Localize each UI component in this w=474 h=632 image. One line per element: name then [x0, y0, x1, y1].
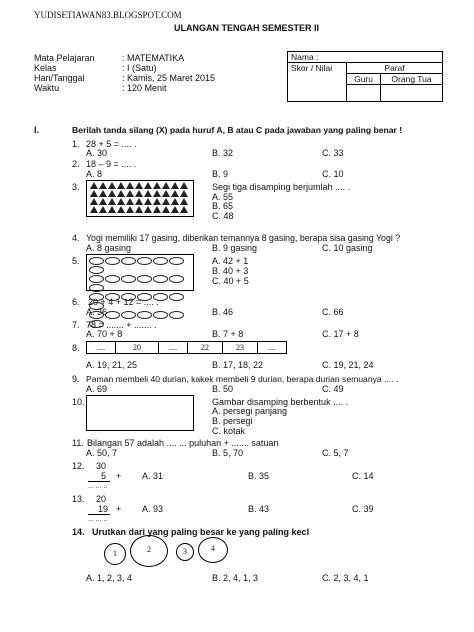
q14-option-c[interactable]: C. 2, 3, 4, 1 — [322, 573, 369, 583]
q7-number: 7. — [72, 320, 80, 330]
q1-question: 28 + 5 = .... . — [86, 139, 137, 149]
q2-option-b[interactable]: B. 9 — [212, 169, 229, 179]
q9-number: 9. — [72, 374, 80, 384]
q9-question: Paman membeli 40 durian, kakek membeli 9 durian, berapa durian semuanya .... . — [86, 374, 399, 384]
info-label-time: Waktu — [34, 83, 60, 93]
q12-option-c[interactable]: C. 14 — [352, 471, 374, 481]
q2-option-a[interactable]: A. 8 — [86, 169, 103, 179]
q9-option-b[interactable]: B. 50 — [212, 384, 234, 394]
score-label[interactable]: Skor / Nilai — [288, 63, 347, 102]
oval-grid — [86, 254, 194, 291]
triangle-grid — [86, 180, 194, 217]
q9-option-c[interactable]: C. 49 — [322, 384, 344, 394]
q14-option-b[interactable]: B. 2, 4, 1, 3 — [212, 573, 259, 583]
q1-option-c[interactable]: C. 33 — [322, 148, 344, 158]
q9-option-a[interactable]: A. 69 — [86, 384, 108, 394]
q3-option-a[interactable]: A. 55 — [212, 192, 234, 202]
guru-label: Guru — [347, 74, 381, 85]
q13-top-number: 20 — [96, 494, 107, 504]
info-label-class: Kelas — [34, 63, 57, 73]
q1-number: 1. — [72, 139, 80, 149]
q11-question: Bilangan 57 adalah .... ... puluhan + ....... satuan — [87, 438, 279, 448]
q12-top-number: 30 — [96, 461, 107, 471]
q6-option-c[interactable]: C. 66 — [322, 307, 344, 317]
q12-answer-blank[interactable]: ... ... .. — [88, 483, 108, 490]
q14-option-a[interactable]: A. 1, 2, 3, 4 — [86, 573, 133, 583]
q4-question: Yogi memiliki 17 gasing, diberikan temannya 8 gasing, berapa sisa gasing Yogi ? — [86, 233, 401, 243]
orang-tua-signature-cell[interactable] — [381, 85, 443, 102]
q14-question: Urutkan dari yang paling besar ke yang paling kecl — [92, 527, 310, 537]
q13-answer-blank[interactable]: ... ... .. — [88, 516, 108, 523]
sequence-cell[interactable]: .... — [159, 341, 188, 354]
q6-question: 20 + 4 + 12 = .... . — [88, 297, 159, 307]
q12-option-a[interactable]: A. 31 — [142, 471, 164, 481]
q5-option-b[interactable]: B. 40 + 3 — [212, 266, 249, 276]
q3-option-c[interactable]: C. 48 — [212, 211, 234, 221]
q13-bottom-number: 19 — [98, 504, 109, 514]
q13-option-a[interactable]: A. 93 — [142, 504, 164, 514]
name-field[interactable]: Nama : — [288, 52, 443, 63]
q10-question: Gambar disamping berbentuk .... . — [212, 397, 349, 407]
q6-option-a[interactable]: A. 36 — [86, 307, 108, 317]
q13-number: 13. — [72, 494, 85, 504]
q11-option-b[interactable]: B. 5, 70 — [212, 448, 244, 458]
q7-option-c[interactable]: C. 17 + 8 — [322, 329, 359, 339]
paraf-label: Paraf — [347, 63, 443, 74]
number-sequence — [86, 341, 306, 354]
circle-2: 2 — [130, 535, 168, 567]
info-label-date: Hari/Tanggal — [34, 73, 85, 83]
q12-bottom-number: 5 — [101, 471, 107, 481]
q4-number: 4. — [72, 233, 80, 243]
sequence-cell: 22 — [188, 341, 223, 354]
info-value-time: : 120 Menit — [122, 83, 167, 93]
sequence-cell[interactable]: .... — [258, 341, 287, 354]
q3-number: 3. — [72, 182, 80, 192]
orang-tua-label: Orang Tua — [381, 74, 443, 85]
info-value-class: : I (Satu) — [122, 63, 157, 73]
q10-option-b[interactable]: B. persegi — [212, 416, 253, 426]
q11-option-c[interactable]: C. 5, 7 — [322, 448, 349, 458]
q5-option-c[interactable]: C. 40 + 5 — [212, 276, 249, 286]
q7-option-b[interactable]: B. 7 + 8 — [212, 329, 244, 339]
q4-option-c[interactable]: C. 10 gasing — [322, 243, 373, 253]
q13-option-b[interactable]: B. 43 — [248, 504, 270, 514]
q6-option-b[interactable]: B. 46 — [212, 307, 234, 317]
info-label-subject: Mata Pelajaran — [34, 53, 95, 63]
section-instruction: Berilah tanda silang (X) pada huruf A, B atau C pada jawaban yang paling benar ! — [72, 125, 403, 135]
q5-option-a[interactable]: A. 42 + 1 — [212, 256, 249, 266]
info-value-date: : Kamis, 25 Maret 2015 — [122, 73, 216, 83]
q11-number: 11. — [72, 438, 84, 448]
section-number: I. — [34, 125, 40, 135]
q5-number: 5. — [72, 256, 80, 266]
q8-number: 8. — [72, 343, 80, 353]
sequence-cell: 20 — [116, 341, 159, 354]
q11-option-a[interactable]: A. 50, 7 — [86, 448, 118, 458]
q6-number: 6. — [72, 297, 80, 307]
q2-option-c[interactable]: C. 10 — [322, 169, 344, 179]
q7-option-a[interactable]: A. 70 + 8 — [86, 329, 123, 339]
score-box — [287, 51, 443, 102]
q14-number: 14. — [72, 527, 85, 537]
q3-question: Segi tiga disamping berjumlah .... . — [212, 182, 351, 192]
q4-option-a[interactable]: A. 8 gasing — [86, 243, 132, 253]
circle-3: 3 — [176, 543, 194, 561]
q13-operator: + — [116, 504, 122, 514]
q4-option-b[interactable]: B. 9 gasing — [212, 243, 258, 253]
guru-signature-cell[interactable] — [347, 85, 381, 102]
q3-option-b[interactable]: B. 65 — [212, 201, 234, 211]
circle-4: 4 — [198, 537, 228, 563]
q8-option-a[interactable]: A. 19, 21, 25 — [86, 360, 138, 370]
q12-option-b[interactable]: B. 35 — [248, 471, 270, 481]
q1-option-b[interactable]: B. 32 — [212, 148, 234, 158]
q8-option-c[interactable]: C. 19, 21, 24 — [322, 360, 374, 370]
q13-option-c[interactable]: C. 39 — [352, 504, 374, 514]
q10-option-c[interactable]: C. kotak — [212, 426, 246, 436]
q2-question: 18 – 9 = .... . — [86, 159, 137, 169]
sequence-cell: 23 — [223, 341, 258, 354]
rectangle-shape — [86, 395, 194, 431]
q12-number: 12. — [72, 461, 85, 471]
q12-operator: + — [116, 471, 122, 481]
page-title: ULANGAN TENGAH SEMESTER II — [174, 23, 320, 33]
info-value-subject: : MATEMATIKA — [122, 53, 185, 63]
q1-option-a[interactable]: A. 30 — [86, 148, 108, 158]
q8-option-b[interactable]: B. 17, 18, 22 — [212, 360, 264, 370]
q10-option-a[interactable]: A. persegi panjang — [212, 406, 288, 416]
blog-url: YUDISETIAWAN83.BLOGSPOT.COM — [34, 10, 182, 20]
q2-number: 2. — [72, 159, 80, 169]
sequence-cell[interactable]: .... — [86, 341, 116, 354]
circle-1: 1 — [104, 543, 126, 565]
q10-number: 10. — [72, 397, 85, 407]
q7-question: 78 = ....... + ....... . — [86, 320, 157, 330]
